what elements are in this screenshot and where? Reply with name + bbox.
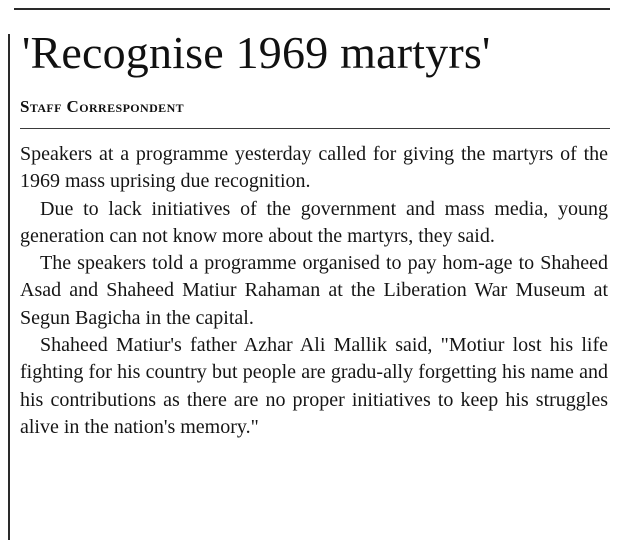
paragraph-1: Speakers at a programme yesterday called for giving the martyrs of the 1969 mass uprising due recognition. [20, 143, 608, 193]
byline: Staff Correspondent [20, 97, 185, 116]
paragraph-3: The speakers told a programme organised to pay hom-age to Shaheed Asad and Shaheed Matiur Rahaman at the Liberation War Museum at Segun Bagicha in the capital. [20, 252, 608, 329]
article-body [20, 141, 608, 441]
paragraph-4: Shaheed Matiur's father Azhar Ali Mallik said, "Motiur lost his life fighting for his country but people are gradu-ally forgetting his name and his contributions as there are no proper initiatives to keep his struggles alive in the nation's memory." [20, 334, 608, 438]
left-rule [8, 34, 10, 540]
paragraph-2: Due to lack initiatives of the government and mass media, young generation can not know more about the martyrs, they said. [20, 197, 608, 247]
byline-rule [20, 128, 610, 129]
top-rule [14, 8, 610, 10]
headline: 'Recognise 1969 martyrs' [22, 27, 491, 78]
